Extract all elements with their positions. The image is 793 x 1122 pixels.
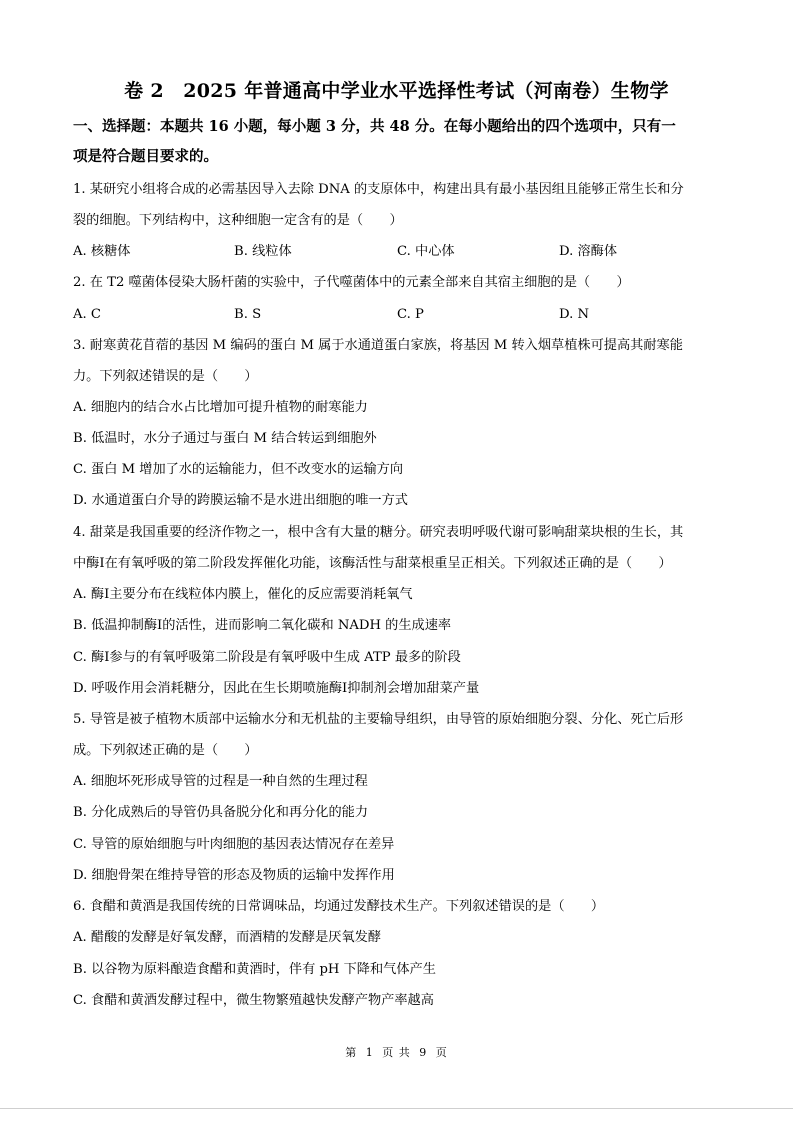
question-1-options [73, 243, 723, 261]
question-5-option-b: B. 分化成熟后的导管仍具备脱分化和再分化的能力 [73, 805, 369, 820]
question-5-stem-line-1: 5. 导管是被子植物木质部中运输水分和无机盐的主要输导组织，由导管的原始细胞分裂、分化、死亡后形 [73, 712, 684, 727]
question-3-option-c: C. 蛋白 M 增加了水的运输能力，但不改变水的运输方向 [73, 462, 404, 477]
question-2-stem: 2. 在 T2 噬菌体侵染大肠杆菌的实验中，子代噬菌体中的元素全部来自其宿主细胞的是（ ） [73, 275, 630, 290]
exam-title: 卷 2 2025 年普通高中学业水平选择性考试（河南卷）生物学 [124, 80, 669, 102]
question-6-option-a: A. 醋酸的发酵是好氧发酵，而酒精的发酵是厌氧发酵 [73, 930, 382, 945]
question-1-option-a: A. 核糖体 [73, 244, 131, 259]
question-6-option-c: C. 食醋和黄酒发酵过程中，微生物繁殖越快发酵产物产率越高 [73, 993, 434, 1008]
question-1-option-c: C. 中心体 [397, 244, 455, 259]
footer-prefix: 第 [345, 1046, 358, 1059]
question-2-option-b: B. S [234, 307, 262, 322]
section-heading-line-2: 项是符合题目要求的。 [73, 148, 218, 165]
footer-middle: 页 共 [382, 1046, 411, 1059]
question-4-stem-line-1: 4. 甜菜是我国重要的经济作物之一，根中含有大量的糖分。研究表明呼吸代谢可影响甜菜块根的生长，其 [73, 525, 684, 540]
question-4-option-a: A. 酶Ⅰ主要分布在线粒体内膜上，催化的反应需要消耗氧气 [73, 587, 413, 602]
question-4-option-b: B. 低温抑制酶Ⅰ的活性，进而影响二氧化碳和 NADH 的生成速率 [73, 618, 452, 633]
section-heading-line-1: 一、选择题：本题共 16 小题，每小题 3 分，共 48 分。在每小题给出的四个选项中，只有一 [73, 118, 676, 135]
page-footer [0, 1044, 793, 1060]
question-4-option-c: C. 酶Ⅰ参与的有氧呼吸第二阶段是有氧呼吸中生成 ATP 最多的阶段 [73, 650, 461, 665]
question-3-stem-line-1: 3. 耐寒黄花苜蓿的基因 M 编码的蛋白 M 属于水通道蛋白家族，将基因 M 转入烟草植株可提高其耐寒能 [73, 338, 683, 353]
page-bottom-divider [0, 1108, 793, 1109]
question-1-option-b: B. 线粒体 [234, 244, 292, 259]
question-1-option-d: D. 溶酶体 [559, 244, 618, 259]
question-1-stem-line-1: 1. 某研究小组将合成的必需基因导入去除 DNA 的支原体中，构建出具有最小基因组且能够正常生长和分 [73, 182, 684, 197]
question-5-option-a: A. 细胞坏死形成导管的过程是一种自然的生理过程 [73, 774, 368, 789]
footer-current-page: 1 [365, 1046, 374, 1059]
question-2-option-d: D. N [559, 307, 590, 322]
question-3-option-a: A. 细胞内的结合水占比增加可提升植物的耐寒能力 [73, 400, 368, 415]
question-3-option-b: B. 低温时，水分子通过与蛋白 M 结合转运到细胞外 [73, 431, 377, 446]
question-2-option-c: C. P [397, 307, 424, 322]
question-3-stem-line-2: 力。下列叙述错误的是（ ） [73, 369, 258, 384]
question-5-option-d: D. 细胞骨架在维持导管的形态及物质的运输中发挥作用 [73, 868, 395, 883]
footer-suffix: 页 [435, 1046, 448, 1059]
question-4-option-d: D. 呼吸作用会消耗糖分，因此在生长期喷施酶Ⅰ抑制剂会增加甜菜产量 [73, 681, 480, 696]
question-4-stem-line-2: 中酶Ⅰ在有氧呼吸的第二阶段发挥催化功能，该酶活性与甜菜根重呈正相关。下列叙述正确的是（ ） [73, 556, 672, 571]
footer-total-pages: 9 [419, 1046, 428, 1059]
question-6-stem: 6. 食醋和黄酒是我国传统的日常调味品，均通过发酵技术生产。下列叙述错误的是（ ） [73, 899, 605, 914]
question-5-option-c: C. 导管的原始细胞与叶肉细胞的基因表达情况存在差异 [73, 837, 395, 852]
question-2-options [73, 306, 723, 324]
question-3-option-d: D. 水通道蛋白介导的跨膜运输不是水进出细胞的唯一方式 [73, 493, 408, 508]
question-1-stem-line-2: 裂的细胞。下列结构中，这种细胞一定含有的是（ ） [73, 213, 403, 228]
question-2-option-a: A. C [73, 307, 101, 322]
question-6-option-b: B. 以谷物为原料酿造食醋和黄酒时，伴有 pH 下降和气体产生 [73, 962, 436, 977]
question-5-stem-line-2: 成。下列叙述正确的是（ ） [73, 743, 258, 758]
